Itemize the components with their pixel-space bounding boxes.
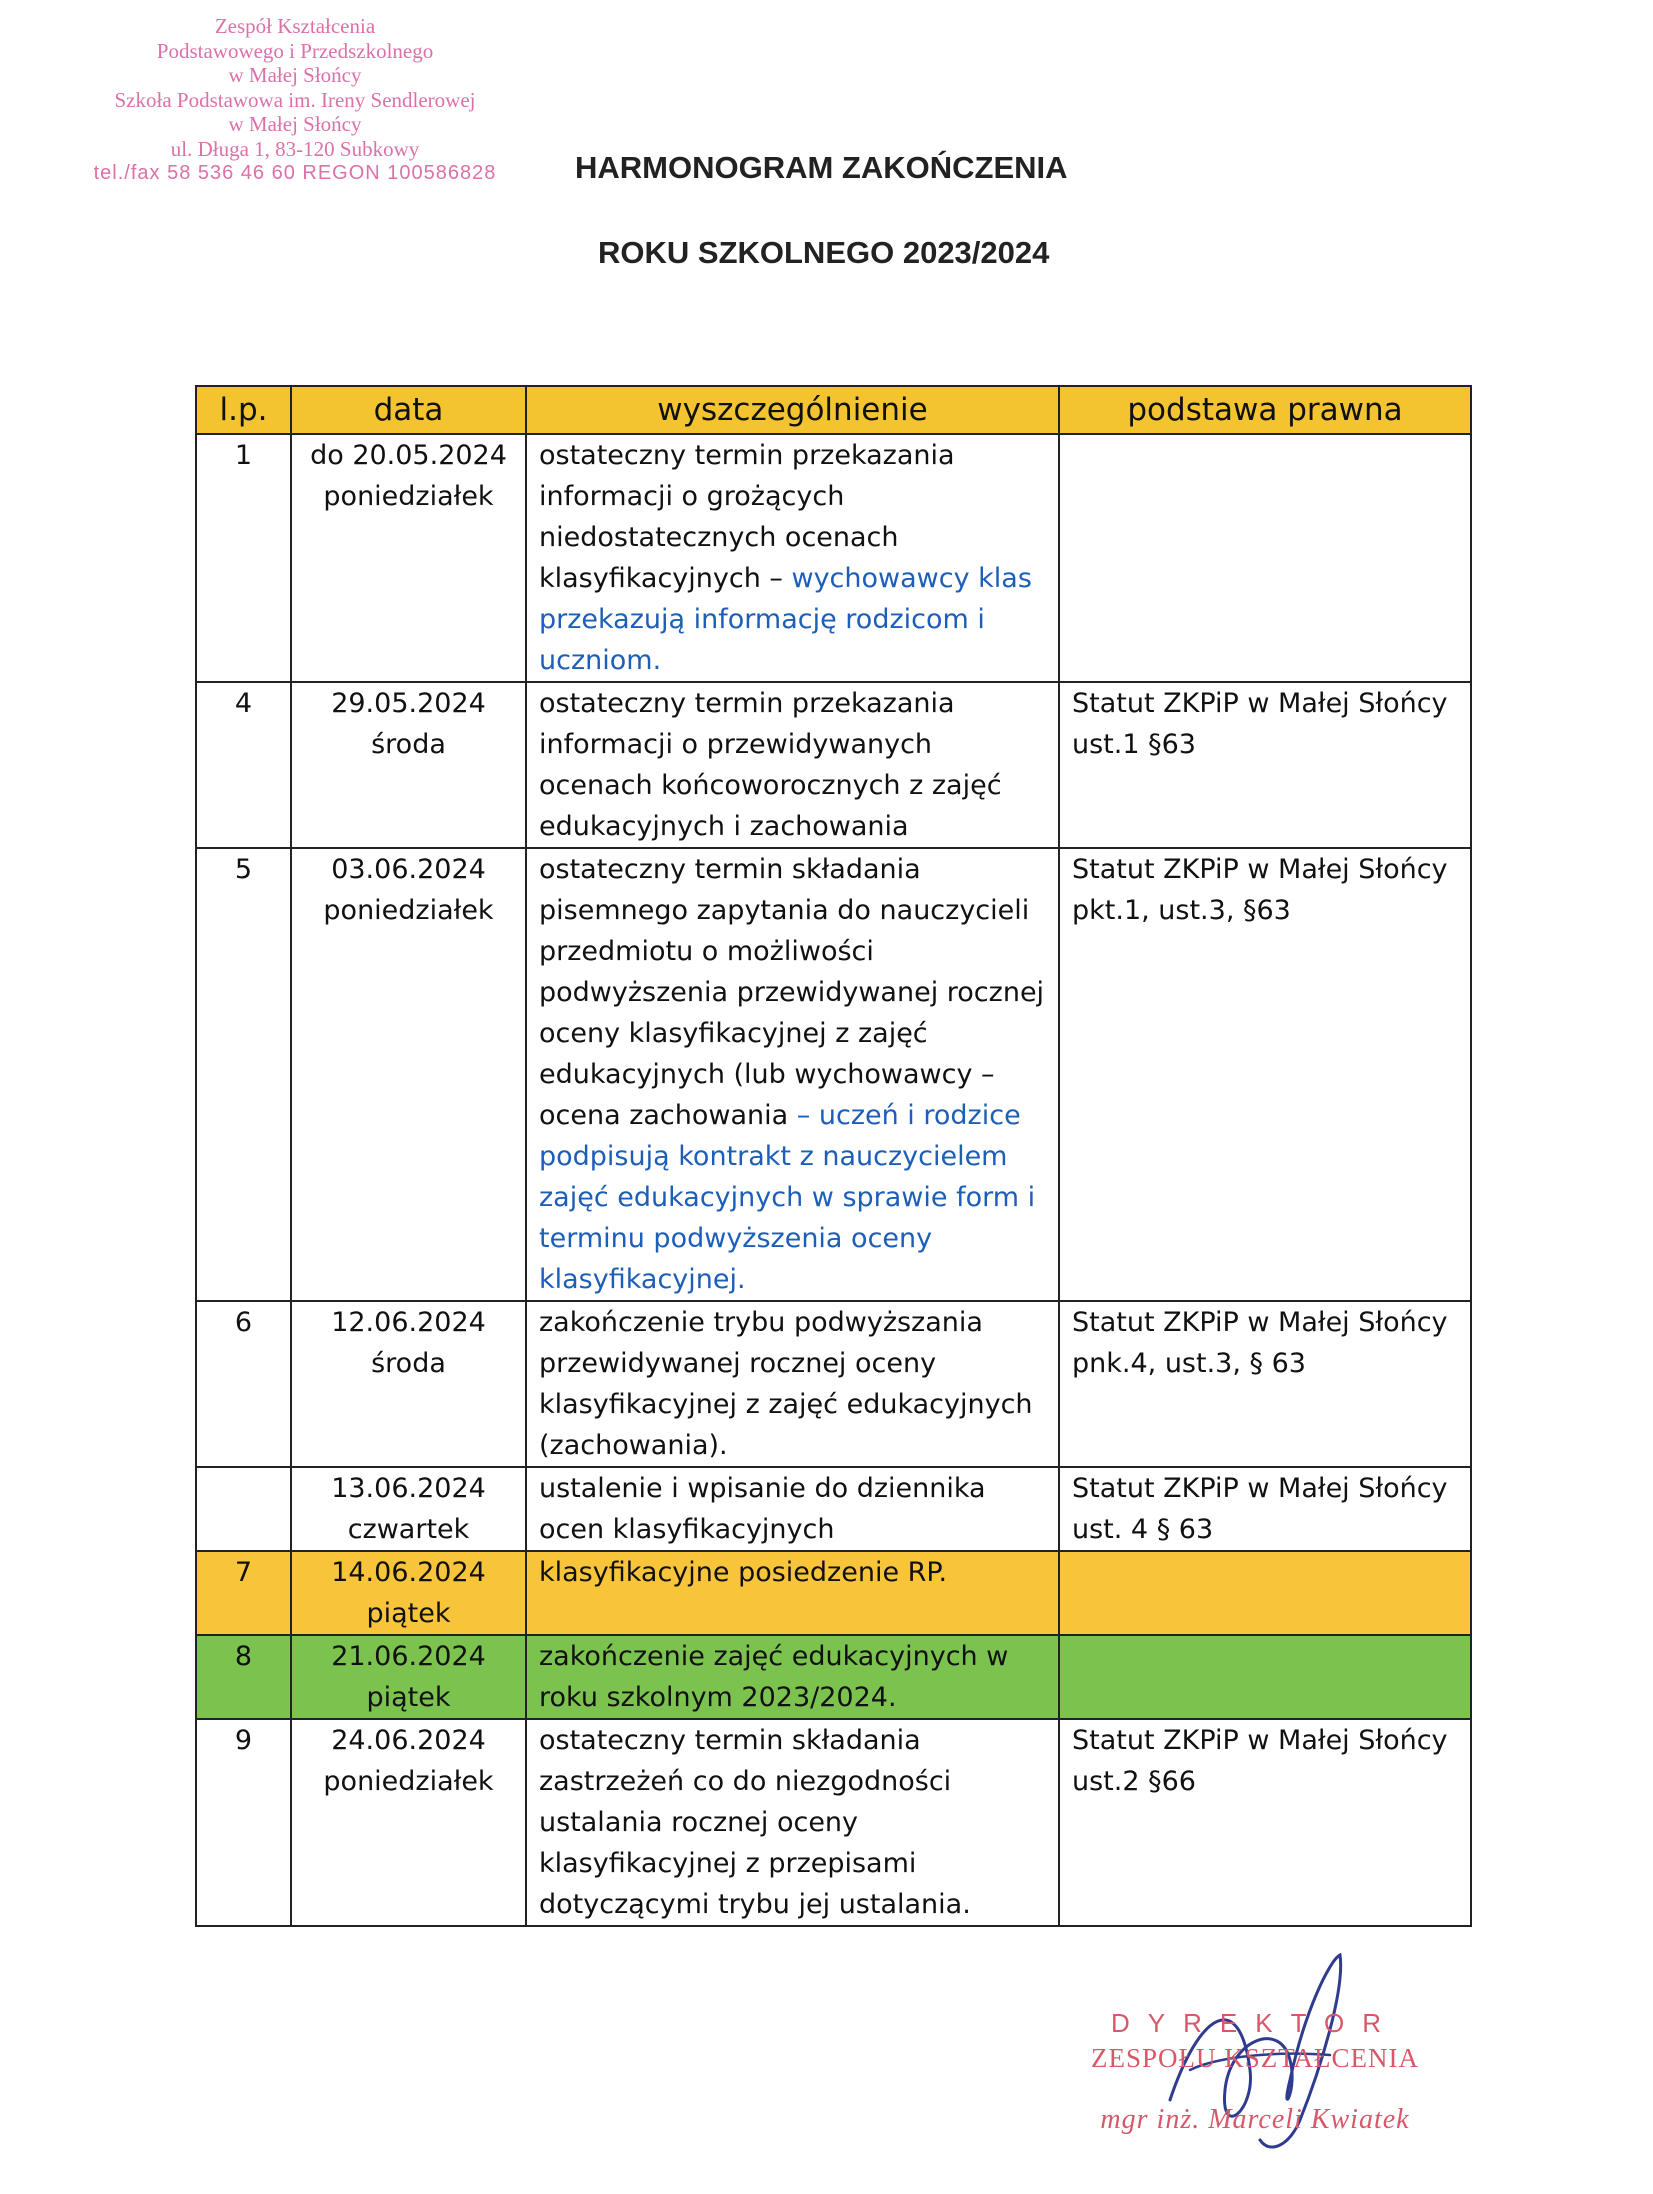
table-row: [196, 1301, 1471, 1467]
description-note: – uczeń i rodzice podpisują kontrakt z nauczycielem zajęć edukacyjnych w sprawie form i terminu podwyższenia oceny klasyfikacyjnej.: [539, 1100, 1036, 1295]
cell-description: [526, 434, 1059, 682]
stamp-line: Szkoła Podstawowa im. Ireny Sendlerowej: [114, 87, 476, 112]
cell-legal-basis: Statut ZKPiP w Małej Słońcy pnk.4, ust.3, § 63: [1059, 1301, 1471, 1467]
header-legal-basis: podstawa prawna: [1059, 386, 1471, 434]
date-value: 24.06.2024: [331, 1725, 486, 1756]
table-row: [196, 682, 1471, 848]
cell-legal-basis: Statut ZKPiP w Małej Słońcy ust. 4 § 63: [1059, 1467, 1471, 1551]
description-text: zakończenie trybu podwyższania przewidywanej rocznej oceny klasyfikacyjnej z zajęć edukacyjnych (zachowania).: [539, 1307, 1033, 1461]
cell-description: [526, 1467, 1059, 1551]
document-title-line-2: ROKU SZKOLNEGO 2023/2024: [598, 235, 1050, 270]
day-of-week: poniedziałek: [323, 481, 494, 512]
day-of-week: środa: [371, 729, 446, 760]
day-of-week: piątek: [366, 1598, 451, 1629]
schedule-table: [195, 385, 1472, 1927]
signature-name: mgr inż. Marceli Kwiatek: [1100, 2104, 1410, 2135]
header-description: wyszczególnienie: [526, 386, 1059, 434]
table-row: [196, 1467, 1471, 1551]
cell-date: [291, 434, 526, 682]
document-title-line-1: HARMONOGRAM ZAKOŃCZENIA: [575, 150, 1068, 185]
cell-description: [526, 1551, 1059, 1635]
cell-legal-basis: [1059, 1635, 1471, 1719]
cell-lp: 1: [196, 434, 291, 682]
signature-organization: ZESPOŁU KSZTAŁCENIA: [1090, 2043, 1420, 2073]
date-value: 12.06.2024: [331, 1307, 486, 1338]
cell-legal-basis: [1059, 1551, 1471, 1635]
day-of-week: poniedziałek: [323, 1766, 494, 1797]
date-value: 29.05.2024: [331, 688, 486, 719]
day-of-week: piątek: [366, 1682, 451, 1713]
table-header-row: [196, 386, 1471, 434]
cell-date: [291, 1301, 526, 1467]
description-text: zakończenie zajęć edukacyjnych w roku szkolnym 2023/2024.: [539, 1641, 1009, 1713]
description-text: ostateczny termin przekazania informacji o przewidywanych ocenach końcoworocznych z zajęć edukacyjnych i zachowania: [539, 688, 1002, 842]
cell-lp: 4: [196, 682, 291, 848]
date-value: 03.06.2024: [331, 854, 486, 885]
stamp-line: Podstawowego i Przedszkolnego: [156, 38, 434, 63]
cell-description: [526, 1719, 1059, 1926]
description-text: ustalenie i wpisanie do dziennika ocen klasyfikacyjnych: [539, 1473, 986, 1545]
date-value: do 20.05.2024: [310, 440, 507, 471]
table-row: [196, 1635, 1471, 1719]
signature-role: DYREKTOR: [1111, 2008, 1399, 2038]
cell-lp: [196, 1467, 291, 1551]
day-of-week: poniedziałek: [323, 895, 494, 926]
description-text: klasyfikacyjne posiedzenie RP.: [539, 1557, 948, 1588]
date-value: 21.06.2024: [331, 1641, 486, 1672]
cell-date: [291, 682, 526, 848]
cell-lp: 6: [196, 1301, 291, 1467]
table-row: [196, 1719, 1471, 1926]
cell-legal-basis: Statut ZKPiP w Małej Słońcy ust.1 §63: [1059, 682, 1471, 848]
header-lp: l.p.: [196, 386, 291, 434]
day-of-week: czwartek: [347, 1514, 470, 1545]
cell-date: [291, 1551, 526, 1635]
cell-description: [526, 1301, 1059, 1467]
stamp-line: w Małej Słońcy: [228, 63, 362, 87]
cell-description: [526, 682, 1059, 848]
director-signature-stamp: [1070, 2008, 1440, 2136]
cell-date: [291, 848, 526, 1301]
cell-legal-basis: [1059, 434, 1471, 682]
date-value: 14.06.2024: [331, 1557, 486, 1588]
date-value: 13.06.2024: [331, 1473, 486, 1504]
cell-date: [291, 1719, 526, 1926]
cell-date: [291, 1467, 526, 1551]
description-text: ostateczny termin składania zastrzeżeń co do niezgodności ustalania rocznej oceny klasyfikacyjnej z przepisami dotyczącymi trybu jej ustalania.: [539, 1725, 971, 1920]
cell-lp: 8: [196, 1635, 291, 1719]
cell-lp: 7: [196, 1551, 291, 1635]
stamp-line: ul. Długa 1, 83-120 Subkowy: [170, 136, 420, 161]
table-row: [196, 848, 1471, 1301]
cell-description: [526, 1635, 1059, 1719]
cell-date: [291, 1635, 526, 1719]
header-date: data: [291, 386, 526, 434]
description-note: wychowawcy klas przekazują informację rodzicom i uczniom.: [539, 563, 1032, 676]
cell-legal-basis: Statut ZKPiP w Małej Słońcy pkt.1, ust.3, §63: [1059, 848, 1471, 1301]
day-of-week: środa: [371, 1348, 446, 1379]
cell-legal-basis: Statut ZKPiP w Małej Słońcy ust.2 §66: [1059, 1719, 1471, 1926]
description-text: ostateczny termin przekazania informacji o grożących niedostatecznych ocenach klasyfikacyjnych –: [539, 440, 955, 594]
cell-lp: 9: [196, 1719, 291, 1926]
table-row: [196, 1551, 1471, 1635]
cell-description: [526, 848, 1059, 1301]
stamp-line: w Małej Słońcy: [228, 112, 362, 136]
cell-lp: 5: [196, 848, 291, 1301]
stamp-line: Zespół Kształcenia: [214, 14, 376, 38]
stamp-line: tel./fax 58 536 46 60 REGON 100586828: [93, 162, 497, 184]
description-text: ostateczny termin składania pisemnego zapytania do nauczycieli przedmiotu o możliwości podwyższenia przewidywanej rocznej oceny klasyfikacyjnej z zajęć edukacyjnych (lub wychowawcy – ocena zachowania: [539, 854, 1045, 1131]
table-row: [196, 434, 1471, 682]
school-stamp: [75, 14, 515, 186]
